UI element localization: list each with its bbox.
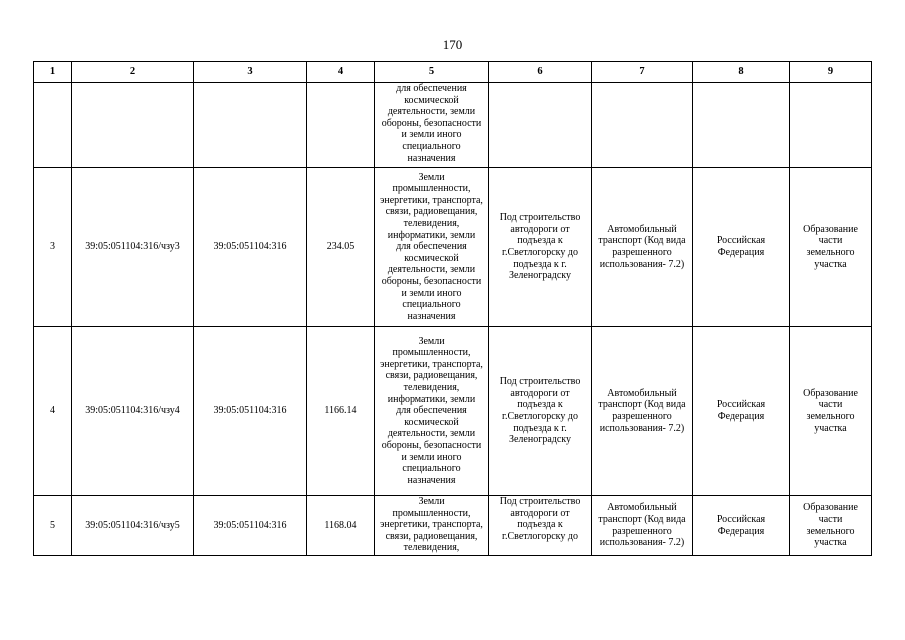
cell-text-line: автодороги от [510,507,570,519]
cell-text-line: Российская [716,399,766,411]
cell-text-line: деятельности, земли [387,106,476,118]
cell-text-line: разрешенного [612,525,672,537]
owner-cell [693,327,790,496]
cell-text-line: г.Светлогорску до [502,247,578,258]
owner-cell [693,83,790,168]
cell-text-line: транспорт (Код вида [598,513,686,525]
column-header: 8 [693,62,790,83]
cell-text-line: автодороги от [510,223,570,235]
permitted-use-cell [592,168,693,327]
row-number-cell [34,83,72,168]
action-cell [790,496,872,556]
cell-text-line: Под строительство [499,376,581,388]
cell-text-line: использования- 7.2) [599,422,685,434]
land-plots-table [33,61,872,556]
cell-text-line: промышленности, [392,507,471,519]
land-category-cell [375,496,489,556]
purpose-cell [489,327,592,496]
table-row [34,327,872,496]
cell-text-line: подъезда к [517,519,563,531]
cell-text-line: обороны, безопасности [381,117,482,129]
cell-text-line: участка [814,422,847,434]
cell-text-line: и земли иного [401,287,462,299]
action-cell [790,327,872,496]
cell-text-line: использования- 7.2) [599,537,685,549]
cell-text-line: Земли [418,171,445,183]
row-number-cell: 4 [34,327,72,496]
cell-text-line: г.Светлогорску до [502,411,578,422]
cell-text-line: телевидения, [403,542,460,554]
cell-text-line: земельного [806,247,855,258]
cell-text-line: Под строительство [499,496,581,507]
column-header: 7 [592,62,693,83]
land-category-cell [375,327,489,496]
table-row [34,496,872,556]
cell-text-line: Автомобильный [607,387,677,399]
cell-text-line: земельного [806,525,855,537]
row-number-cell: 5 [34,496,72,556]
cell-text-line: деятельности, земли [387,428,476,440]
cell-text-line: космической [404,94,459,106]
column-header: 4 [307,62,375,83]
cadastral-number-cell: 39:05:051104:316 [194,496,307,556]
cell-text-line: специального [402,463,461,475]
column-header: 5 [375,62,489,83]
purpose-cell [489,496,592,556]
cell-text-line: деятельности, земли [387,264,476,276]
cell-text-line: Земли [418,335,445,347]
owner-cell [693,168,790,327]
cell-text-line: автодороги от [510,387,570,399]
cell-text-line: промышленности, [392,183,471,195]
cell-text-line: транспорт (Код вида [598,235,686,247]
area-cell: 234.05 [307,168,375,327]
cell-text-line: назначения [407,152,456,164]
cell-text-line: космической [404,252,459,264]
cell-text-line: для обеспечения [396,405,467,417]
cell-text-line: назначения [407,474,456,486]
permitted-use-cell [592,327,693,496]
cell-text-line: космической [404,416,459,428]
cell-text-line: Федерация [717,247,765,258]
cell-text-line: назначения [407,310,456,322]
cell-text-line: Под строительство [499,212,581,224]
header-row [34,62,872,83]
purpose-cell [489,83,592,168]
column-header: 2 [72,62,194,83]
cell-text-line: г.Светлогорску до [502,530,578,542]
cell-text-line: подъезда к [517,235,563,247]
column-header: 1 [34,62,72,83]
cell-text-line: Автомобильный [607,502,677,514]
permitted-use-cell [592,83,693,168]
area-cell: 1166.14 [307,327,375,496]
cell-text-line: энергетики, транспорта, [380,519,483,531]
action-cell [790,168,872,327]
cell-text-line: обороны, безопасности [381,439,482,451]
cadastral-part-cell: 39:05:051104:316/чзу5 [72,496,194,556]
cell-text-line: связи, радиовещания, [385,370,478,382]
cell-text-line: и земли иного [401,129,462,141]
cell-text-line: участка [814,258,847,270]
cell-text-line: Российская [716,235,766,247]
cell-text-line: Зеленоградску [508,270,571,282]
cell-text-line: Образование [803,502,858,514]
cell-text-line: связи, радиовещания, [385,530,478,542]
purpose-cell [489,168,592,327]
column-header: 3 [194,62,307,83]
page-number: 170 [442,37,463,52]
cell-text-line: подъезда к г. [513,258,567,270]
cell-text-line: разрешенного [612,247,672,258]
cell-text-line: для обеспечения [396,241,467,253]
cell-text-line: подъезда к г. [513,422,567,434]
area-cell: 1168.04 [307,496,375,556]
column-header: 6 [489,62,592,83]
cell-text-line: обороны, безопасности [381,275,482,287]
cadastral-number-cell: 39:05:051104:316 [194,327,307,496]
cell-text-line: информатики, земли [387,393,476,405]
table-row [34,168,872,327]
column-header: 9 [790,62,872,83]
cell-text-line: специального [402,299,461,311]
permitted-use-cell [592,496,693,556]
cell-text-line: части [818,513,843,525]
cell-text-line: телевидения, [403,382,460,394]
cell-text-line: Образование [803,223,858,235]
land-category-cell [375,168,489,327]
cell-text-line: Российская [716,513,766,525]
cell-text-line: информатики, земли [387,229,476,241]
cell-text-line: телевидения, [403,218,460,230]
cell-text-line: транспорт (Код вида [598,399,686,411]
cell-text-line: Образование [803,387,858,399]
owner-cell [693,496,790,556]
cell-text-line: специального [402,140,461,152]
cell-text-line: Автомобильный [607,223,677,235]
area-cell [307,83,375,168]
cadastral-part-cell [72,83,194,168]
cadastral-part-cell: 39:05:051104:316/чзу4 [72,327,194,496]
cell-text-line: промышленности, [392,347,471,359]
row-number-cell: 3 [34,168,72,327]
cadastral-number-cell: 39:05:051104:316 [194,168,307,327]
cell-text-line: части [818,399,843,411]
cell-text-line: Федерация [717,411,765,422]
cell-text-line: Земли [418,496,445,507]
cell-text-line: земельного [806,411,855,422]
cell-text-line: подъезда к [517,399,563,411]
cell-text-line: связи, радиовещания, [385,206,478,218]
table-row [34,83,872,168]
cell-text-line: разрешенного [612,411,672,422]
cell-text-line: энергетики, транспорта, [380,194,483,206]
land-category-cell [375,83,489,168]
cell-text-line: энергетики, транспорта, [380,358,483,370]
cadastral-number-cell [194,83,307,168]
cell-text-line: Зеленоградску [508,434,571,446]
cell-text-line: для обеспечения [396,83,467,94]
action-cell [790,83,872,168]
cell-text-line: части [818,235,843,247]
cell-text-line: участка [814,537,847,549]
cell-text-line: использования- 7.2) [599,258,685,270]
cadastral-part-cell: 39:05:051104:316/чзу3 [72,168,194,327]
cell-text-line: Федерация [717,525,765,537]
cell-text-line: и земли иного [401,451,462,463]
